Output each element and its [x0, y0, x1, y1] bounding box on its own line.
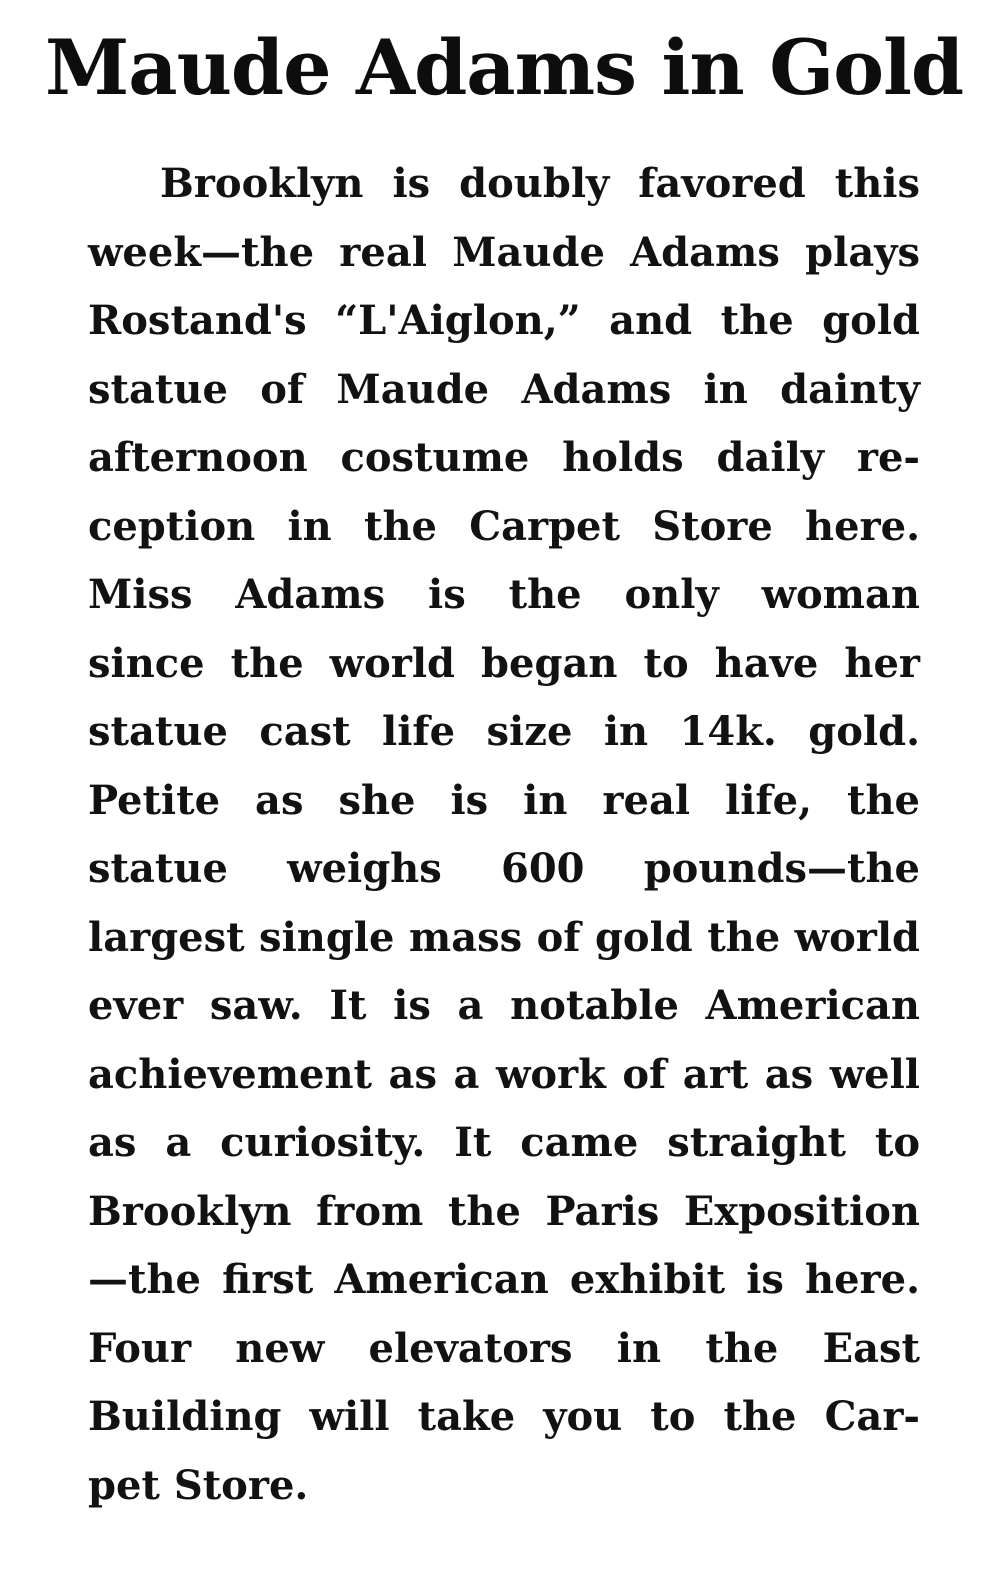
article-line: largest single mass of gold the world — [88, 913, 920, 961]
article-line: Four new elevators in the East — [88, 1324, 920, 1372]
article-line: since the world began to have her — [88, 639, 920, 687]
article-line: Brooklyn is doubly favored this — [160, 160, 920, 207]
article-line: statue cast life size in 14k. gold. — [88, 708, 920, 755]
article-line: Brooklyn from the Paris Exposition — [88, 1187, 920, 1235]
article-line: Building will take you to the Car- — [88, 1393, 920, 1440]
article-line: ever saw. It is a notable American — [88, 982, 920, 1029]
article-line: statue of Maude Adams in dainty — [88, 365, 920, 413]
article-line: achievement as a work of art as well — [88, 1050, 920, 1098]
article-body — [88, 150, 920, 1520]
article-line: as a curiosity. It came straight to — [88, 1119, 920, 1166]
article-line: Rostand's “L'Aiglon,” and the gold — [88, 297, 920, 344]
article-line: ception in the Carpet Store here. — [88, 502, 920, 550]
article-line: Petite as she is in real life, the — [88, 776, 920, 824]
article-line: statue weighs 600 pounds—the — [88, 845, 920, 892]
headline: Maude Adams in Gold — [45, 23, 964, 112]
article-line: Miss Adams is the only woman — [88, 571, 920, 618]
article-line: —the first American exhibit is here. — [88, 1256, 920, 1303]
article-line: week—the real Maude Adams plays — [88, 228, 920, 276]
article-line: afternoon costume holds daily re- — [88, 434, 920, 481]
article-line: pet Store. — [88, 1461, 309, 1509]
